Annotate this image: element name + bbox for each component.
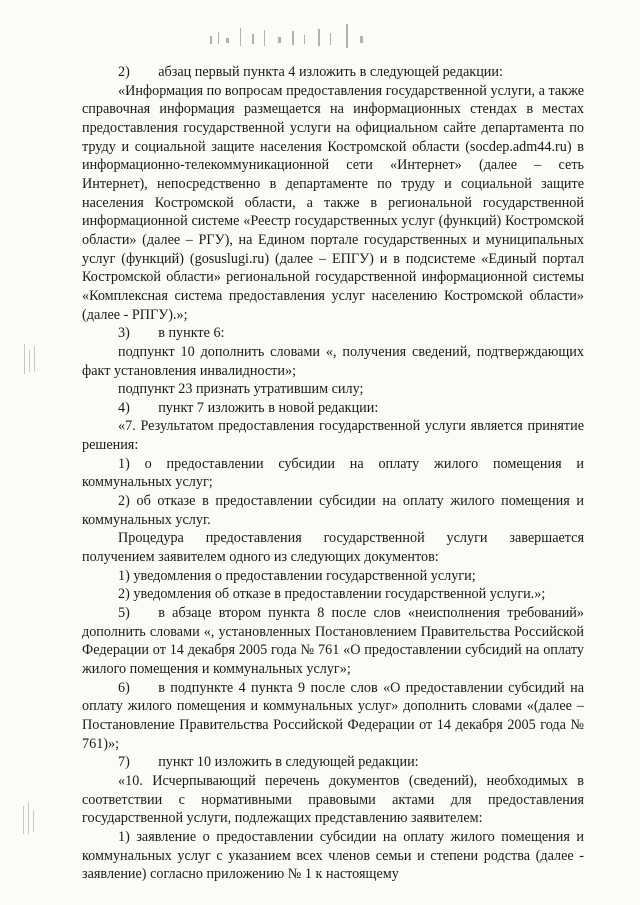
paragraph-item-4: 4) пункт 7 изложить в новой редакции: (118, 399, 379, 416)
paragraph-subitem-23: подпункт 23 признать утратившим силу; (118, 381, 364, 398)
paragraph-procedure: Процедура предоставления государственной услуги завершается получением заявителем одного из следующих документов: (82, 530, 584, 566)
paragraph-information: «Информация по вопросам предоставления государственной услуги, а также справочная информация размещается на информационных стендах в местах предоставления государственной услуги на официальном сайте департамента по труду и социальной защите населения Костромской области (socdep.adm44.ru) в информационно-телекоммуникационной сети «Интернет» (далее – сеть Интернет), непосредственно в департаменте по труду и социальной защите населения Костромской области, а также в региональной государственной информационной системе «Реестр государственных услуг (функций) Костромской области» (далее – РГУ), на Едином портале государственных и муниципальных услуг (функций) (gosuslugi.ru) (далее – ЕПГУ) и в подсистеме «Единый портал Костромской области» региональной государственной информационной системы «Комплексная система предоставления услуг населению Костромской области» (далее - РПГУ).»; (82, 82, 584, 323)
margin-artifact-icon (20, 340, 40, 380)
paragraph-item-3: 3) в пункте 6: (118, 325, 225, 342)
margin-artifact-icon (20, 800, 40, 840)
paragraph-application: 1) заявление о предоставлении субсидии на оплату жилого помещения и коммунальных услуг с указанием всех членов семьи и степени родства (далее - заявление) согласно приложению № 1 к настоящему (82, 828, 584, 883)
paragraph-decision-1: 1) о предоставлении субсидии на оплату жилого помещения и коммунальных услуг; (82, 455, 584, 491)
paragraph-item-6: 6) в подпункте 4 пункта 9 после слов «О предоставлении субсидий на оплату жилого помещения и коммунальных услуг» дополнить словами «(далее – Постановление Правительства Российской Федерации от 14 декабря 2005 года № 761)»; (82, 679, 584, 752)
paragraph-notice-1: 1) уведомления о предоставлении государственной услуги; (118, 567, 476, 584)
paragraph-decision-2: 2) об отказе в предоставлении субсидии на оплату жилого помещения и коммунальных услуг. (82, 493, 584, 528)
scan-artifact-icon (200, 22, 380, 52)
paragraph-item-7: 7) пункт 10 изложить в следующей редакции: (118, 754, 419, 771)
paragraph-item-2: 2) абзац первый пункта 4 изложить в следующей редакции: (118, 64, 503, 80)
paragraph-item-5: 5) в абзаце втором пункта 8 после слов «неисполнения требований» дополнить словами «, установленных Постановлением Правительства Российской Федерации от 14 декабря 2005 года № 761 «О предоставлении субсидий на оплату жилого помещения и коммунальных услуг»; (82, 605, 584, 677)
paragraph-result: «7. Результатом предоставления государственной услуги является принятие решения: (82, 418, 584, 454)
paragraph-list-intro: «10. Исчерпывающий перечень документов (сведений), необходимых в соответствии с нормативными правовыми актами для предоставления государственной услуги, подлежащих представлению заявителем: (82, 772, 584, 827)
paragraph-notice-2: 2) уведомления об отказе в предоставлении государственной услуги.»; (118, 586, 546, 603)
paragraph-subitem-10: подпункт 10 дополнить словами «, получения сведений, подтверждающих факт установления инвалидности»; (82, 343, 584, 379)
document-body (82, 63, 584, 884)
